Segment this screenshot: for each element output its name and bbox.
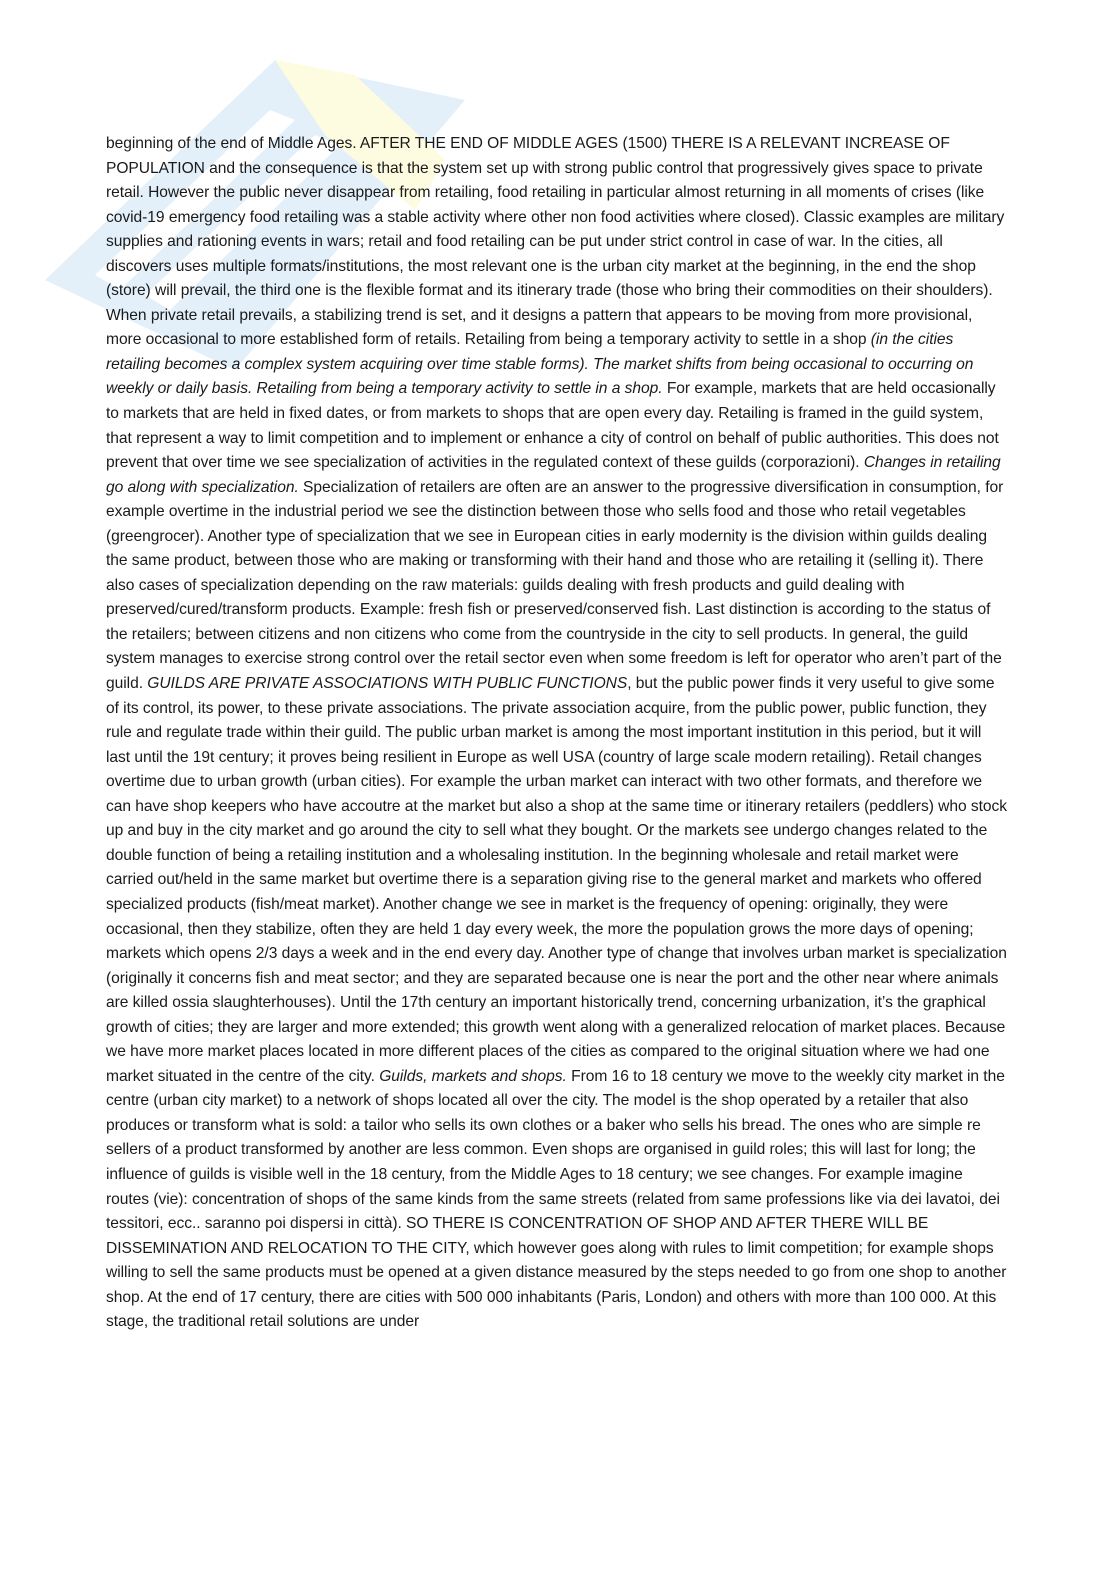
text-run: beginning of the end of Middle Ages. AFTER THE END OF MIDDLE AGES (1500) THERE IS A RELEVANT INCREASE OF POPULATION and the consequence is that the system set up with strong public control that progressively gives space to private retail. However the public never disappear from retailing, food retailing in particular almost returning in all moments of crises (like covid-19 emergency food retailing was a stable activity where other non food activities where closed). Classic examples are military supplies and rationing events in wars; retail and food retailing can be put under strict control in case of war. In the cities, all discovers uses multiple formats/institutions, the most relevant one is the urban city market at the beginning, in the end the shop (store) will prevail, the third one is the flexible format and its itinerary trade (those who bring their commodities on their shoulders). When private retail prevails, a stabilizing trend is set, and it designs a pattern that appears to be moving from more provisional, more occasional to more established form of retails. Retailing from being a temporary activity to settle in a shop [106,135,1005,349]
italic-run: GUILDS ARE PRIVATE ASSOCIATIONS WITH PUBLIC FUNCTIONS [147,675,628,693]
text-run: For example, markets that are held occasionally to markets that are held in fixed dates, or from markets to shops that are open every day. Retailing is framed in the guild system, that represent a way to limit competition and to implement or enhance a city of control on behalf of public authorities. This does not prevent that over time we see specialization of activities in the regulated context of these guilds (corporazioni). [106,380,999,472]
italic-run: (in the cities retailing becomes a complex system acquiring over time stable forms). The market shifts from being occasional to occurring on weekly or daily basis. Retailing from being a temporary activity to settle in a shop. [106,331,974,398]
main-paragraph [106,132,1008,1335]
italic-run: Guilds, markets and shops. [379,1067,567,1085]
text-run: From 16 to 18 century we move to the weekly city market in the centre (urban city market) to a network of shops located all over the city. The model is the shop operated by a retailer that also produces or transform what is sold: a tailor who sells its own clothes or a baker who sells his bread. The ones who are simple re sellers of a product transformed by another are less common. Even shops are organised in guild roles; this will last for long; the influence of guilds is visible well in the 18 century, from the Middle Ages to 18 century; we see changes. For example imagine routes (vie): concentration of shops of the same kinds from the same streets (related from same professions like via dei lavatoi, dei tessitori, ecc.. saranno poi dispersi in città). SO THERE IS CONCENTRATION OF SHOP AND AFTER THERE WILL BE DISSEMINATION AND RELOCATION TO THE CITY, which however goes along with rules to limit competition; for example shops willing to sell the same products must be opened at a given distance measured by the steps needed to go from one shop to another shop. At the end of 17 century, there are cities with 500 000 inhabitants (Paris, London) and others with more than 100 000. At this stage, the traditional retail solutions are under [106,1067,1007,1331]
italic-run: Changes in retailing go along with specialization. [106,454,1001,496]
text-run: , but the public power finds it very useful to give some of its control, its power, to these private associations. The private association acquire, from the public power, public function, they rule and regulate trade within their guild. The public urban market is among the most important institution in this period, but it will last until the 19t century; it proves being resilient in Europe as well USA (country of large scale modern retailing). Retail changes overtime due to urban growth (urban cities). For example the urban market can interact with two other formats, and therefore we can have shop keepers who have accoutre at the market but also a shop at the same time or itinerary retailers (peddlers) who stock up and buy in the city market and go around the city to sell what they bought. Or the markets see undergo changes related to the double function of being a retailing institution and a wholesaling institution. In the beginning wholesale and retail market were carried out/held in the same market but overtime there is a separation giving rise to the general market and markets who offered specialized products (fish/meat market). Another change we see in market is the frequency of opening: originally, they were occasional, then they stabilize, often they are held 1 day every week, the more the population grows the more days of opening; markets which opens 2/3 days a week and in the end every day. Another type of change that involves urban market is specialization (originally it concerns fish and meat sector; and they are separated because one is near the port and the other near where animals are killed ossia slaughterhouses). Until the 17th century an important historically trend, concerning urbanization, it’s the graphical growth of cities; they are larger and more extended; this growth went along with a generalized relocation of market places. Because we have more market places located in more different places of the cities as compared to the original situation where we had one market situated in the centre of the city. [106,675,1007,1085]
text-run: Specialization of retailers are often are an answer to the progressive diversification in consumption, for example overtime in the industrial period we see the distinction between those who sells food and those who retail vegetables (greengrocer). Another type of specialization that we see in European cities in early modernity is the division within guilds dealing the same product, between those who are making or transforming with their hand and those who are retailing it (selling it). There also cases of specialization depending on the raw materials: guilds dealing with fresh products and guild dealing with preserved/cured/transform products. Example: fresh fish or preserved/conserved fish. Last distinction is according to the status of the retailers; between citizens and non citizens who come from the countryside in the city to sell products. In general, the guild system manages to exercise strong control over the retail sector even when some freedom is left for operator who aren’t part of the guild. [106,478,1004,693]
